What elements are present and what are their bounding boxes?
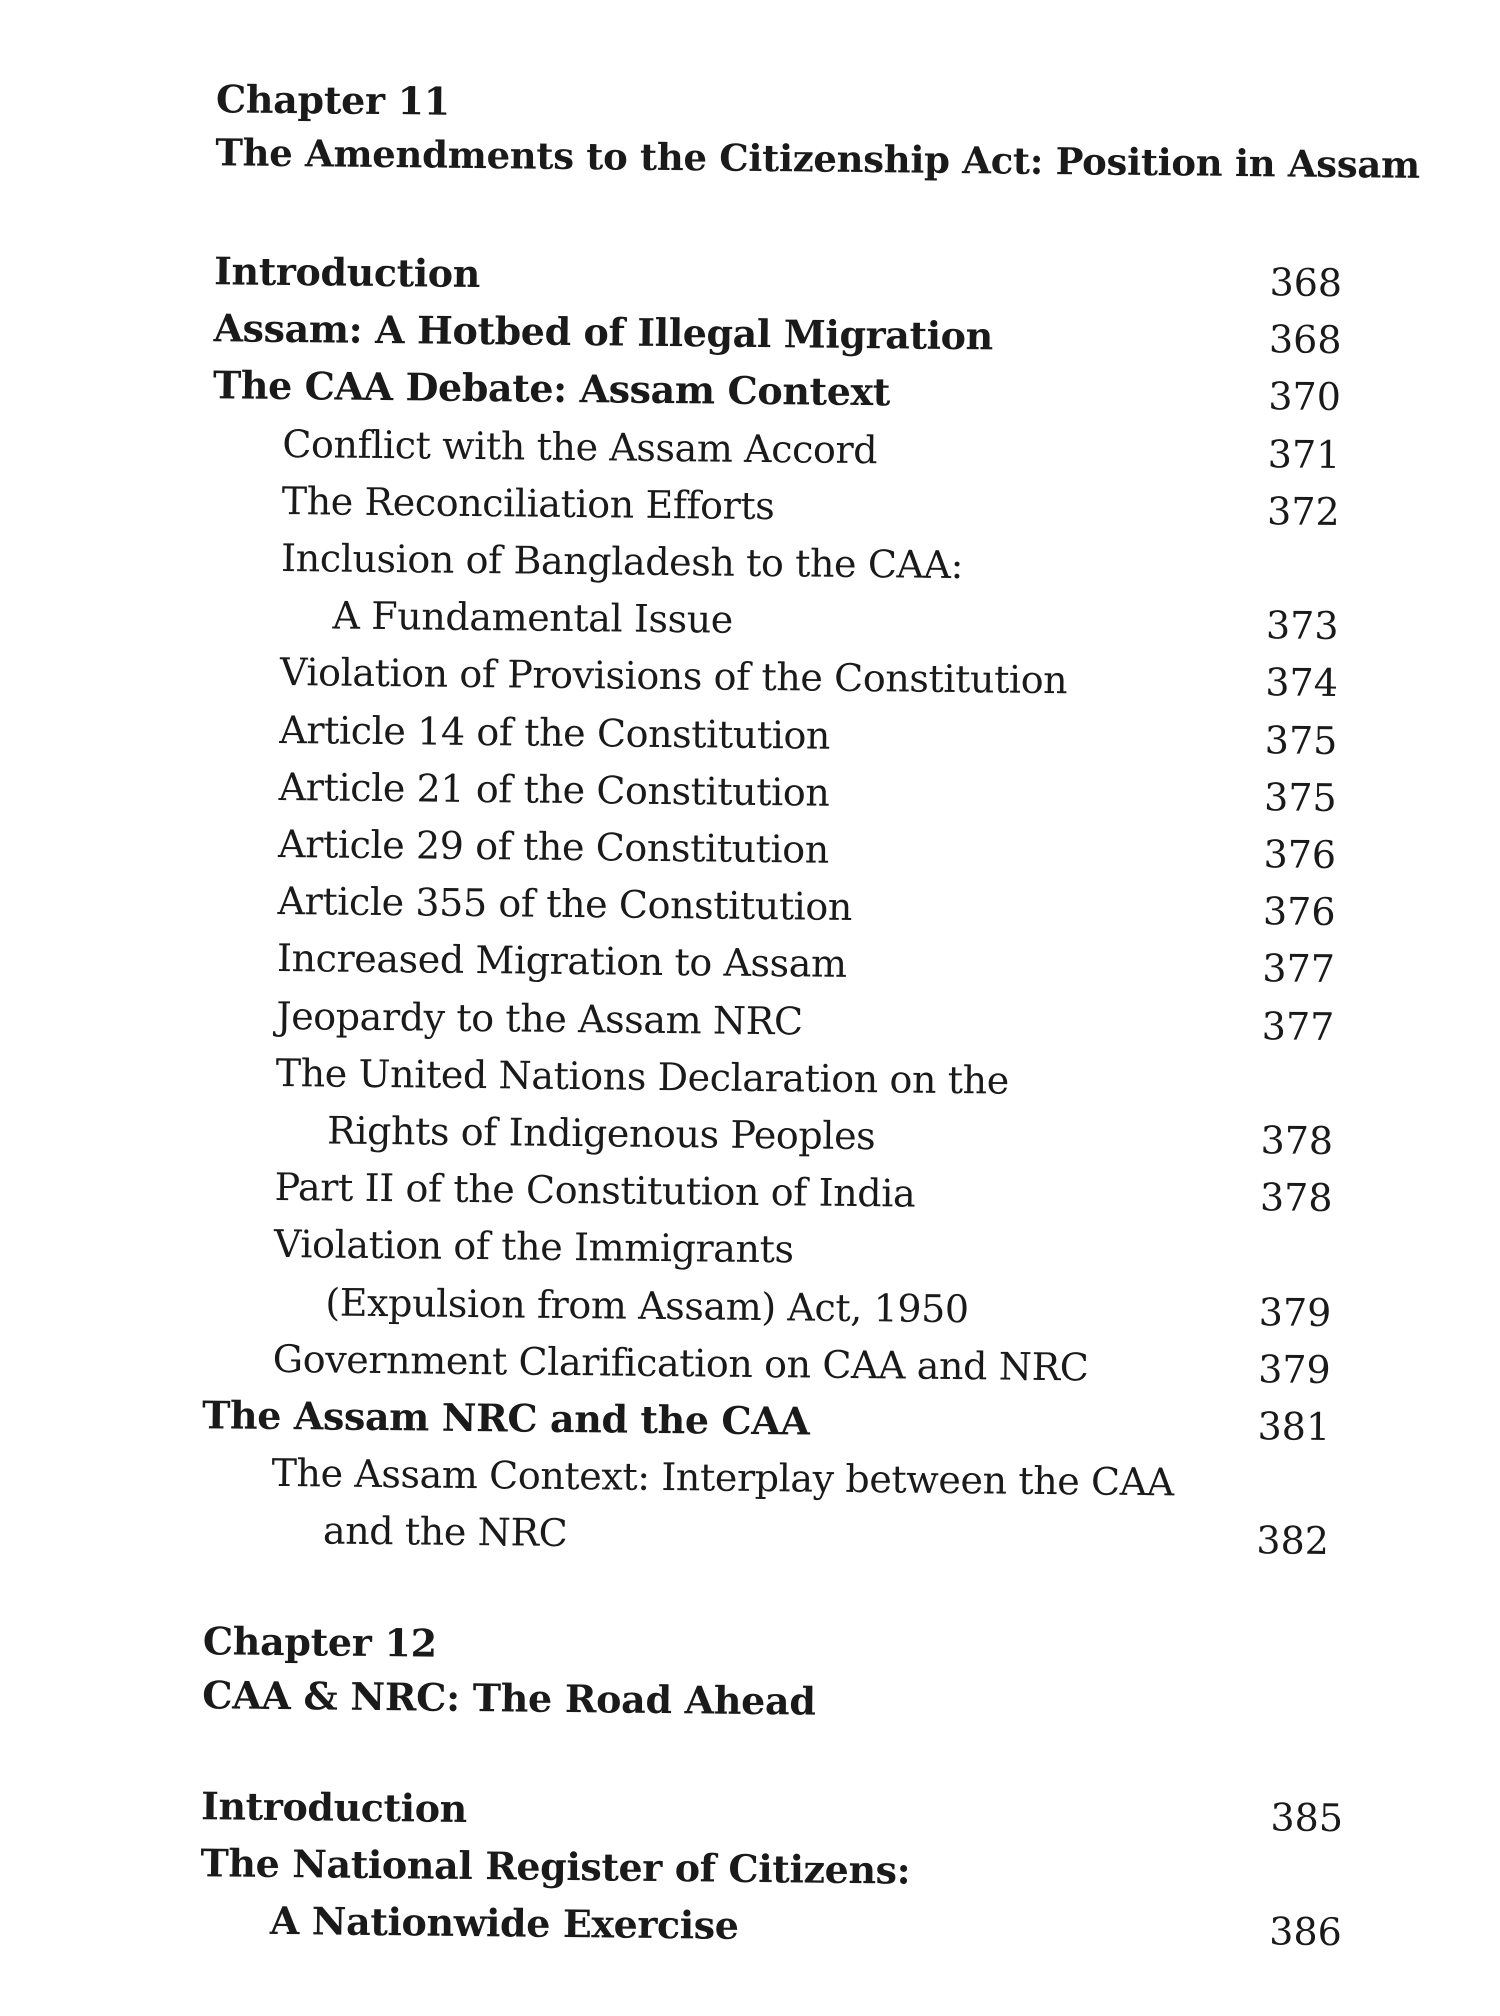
toc-entry-title: Part II of the Constitution of India <box>274 1165 916 1216</box>
chapter-12-label: Chapter 12 <box>202 1618 437 1666</box>
toc-entry-page-number: 378 <box>1260 1118 1334 1164</box>
toc-entry-page-number: 382 <box>1256 1518 1330 1564</box>
toc-entry-title: The Assam NRC and the CAA <box>201 1392 810 1444</box>
toc-entry-title: A Nationwide Exercise <box>269 1898 739 1949</box>
toc-entry-title: Violation of Provisions of the Constitution <box>279 650 1068 703</box>
toc-entry-title: Article 14 of the Constitution <box>279 707 831 758</box>
toc-entry-page-number: 371 <box>1267 431 1341 477</box>
toc-entry-title: Article 29 of the Constitution <box>277 821 830 872</box>
toc-entry-title: Assam: A Hotbed of Illegal Migration <box>213 305 994 359</box>
toc-entry-title: Article 21 of the Constitution <box>278 764 830 815</box>
toc-entry-page-number: 374 <box>1265 660 1339 706</box>
toc-entry-page-number: 376 <box>1263 832 1337 878</box>
toc-entry-page-number: 370 <box>1268 374 1342 420</box>
toc-entry-title: Introduction <box>213 248 481 297</box>
toc-entry-page-number: 385 <box>1270 1795 1344 1841</box>
toc-entry-page-number: 379 <box>1257 1347 1331 1392</box>
toc-entry-title: Rights of Indigenous Peoples <box>326 1108 876 1159</box>
toc-entry-title: Increased Migration to Assam <box>276 936 847 987</box>
toc-entry-title: Inclusion of Bangladesh to the CAA: <box>280 535 964 588</box>
toc-entry-page-number: 376 <box>1262 889 1336 935</box>
toc-entry-page-number: 375 <box>1263 775 1337 820</box>
toc-entry-page-number: 377 <box>1261 1003 1335 1049</box>
toc-entry-page-number: 368 <box>1269 260 1343 306</box>
toc-entry-page-number: 375 <box>1264 717 1338 763</box>
chapter-12-title: CAA & NRC: The Road Ahead <box>202 1672 816 1724</box>
toc-entry-title: (Expulsion from Assam) Act, 1950 <box>325 1280 969 1331</box>
chapter-11-label: Chapter 11 <box>215 76 451 124</box>
toc-entry-title: Introduction <box>200 1783 468 1831</box>
toc-entry-page-number: 381 <box>1257 1404 1331 1450</box>
toc-entry-title: Conflict with the Assam Accord <box>282 421 878 472</box>
toc-entry-title: Government Clarification on CAA and NRC <box>272 1336 1089 1390</box>
toc-entry-title: A Fundamental Issue <box>332 593 734 642</box>
toc-entry-title: Violation of the Immigrants <box>273 1222 794 1272</box>
toc-entry-title: and the NRC <box>322 1508 568 1556</box>
toc-entry-title: The National Register of Citizens: <box>200 1840 911 1893</box>
chapter-11-title: The Amendments to the Citizenship Act: Position in Assam <box>215 130 1421 187</box>
toc-entry-page-number: 372 <box>1266 489 1340 534</box>
toc-entry-page-number: 377 <box>1262 946 1336 992</box>
toc-entry-title: The United Nations Declaration on the <box>275 1050 1010 1103</box>
toc-entry-title: Article 355 of the Constitution <box>277 879 853 930</box>
toc-entry-page-number: 379 <box>1258 1289 1332 1335</box>
toc-entry-page-number: 373 <box>1265 603 1339 649</box>
toc-entry-page-number: 368 <box>1268 317 1342 363</box>
toc-entry-page-number: 386 <box>1269 1909 1343 1955</box>
toc-entry-page-number: 378 <box>1259 1175 1333 1221</box>
toc-entry-title: The CAA Debate: Assam Context <box>212 362 891 415</box>
toc-entry-title: The Assam Context: Interplay between the CAA <box>271 1451 1175 1505</box>
toc-entry-title: Jeopardy to the Assam NRC <box>276 993 803 1044</box>
toc-entry-title: The Reconciliation Efforts <box>281 478 775 528</box>
